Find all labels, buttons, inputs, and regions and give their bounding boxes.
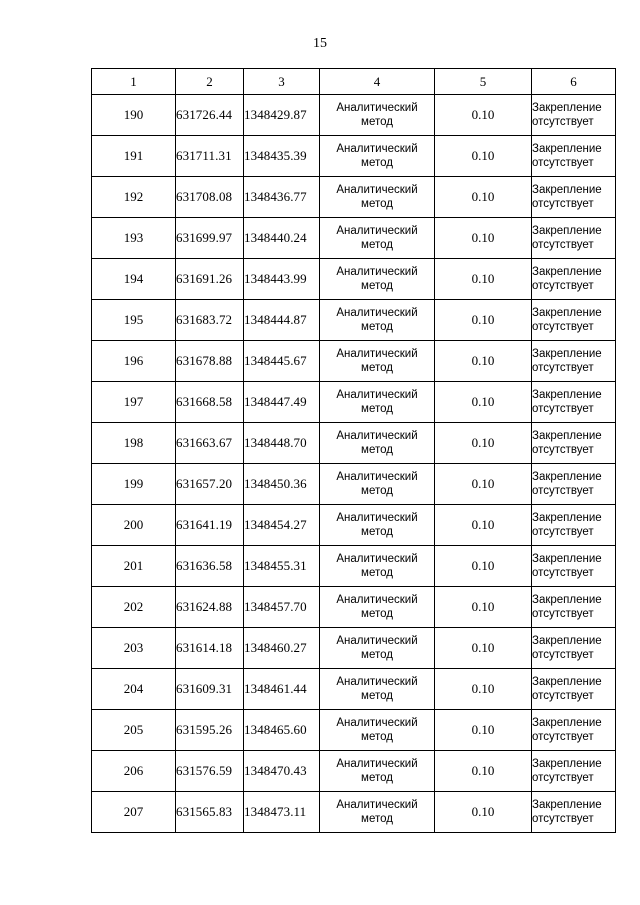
fixing-cell [532,464,616,505]
fixing-line: Закрепление [532,143,602,155]
table-row [92,587,616,628]
table-header-row [92,69,616,95]
fixing-line: отсутствует [532,239,594,251]
fixing-line: отсутствует [532,403,594,415]
fixing-cell [532,341,616,382]
y-coordinate-cell: 1348436.77 [244,177,320,218]
method-line: Аналитический [336,102,418,114]
table-row [92,669,616,710]
fixing-cell [532,177,616,218]
method-line: метод [361,198,393,210]
error-cell: 0.10 [435,669,532,710]
column-header-2: 2 [176,69,244,95]
method-line: метод [361,116,393,128]
fixing-line: отсутствует [532,444,594,456]
column-header-5: 5 [435,69,532,95]
point-number-cell: 195 [92,300,176,341]
point-number-cell: 193 [92,218,176,259]
fixing-line: Закрепление [532,389,602,401]
x-coordinate-cell: 631691.26 [176,259,244,300]
fixing-cell [532,423,616,464]
method-line: метод [361,280,393,292]
table-row [92,505,616,546]
method-line: Аналитический [336,594,418,606]
x-coordinate-cell: 631565.83 [176,792,244,833]
y-coordinate-cell: 1348448.70 [244,423,320,464]
error-cell: 0.10 [435,505,532,546]
y-coordinate-cell: 1348460.27 [244,628,320,669]
error-cell: 0.10 [435,628,532,669]
method-cell [320,587,435,628]
fixing-line: Закрепление [532,512,602,524]
fixing-line: отсутствует [532,116,594,128]
fixing-line: отсутствует [532,772,594,784]
method-line: Аналитический [336,266,418,278]
fixing-line: отсутствует [532,362,594,374]
fixing-line: Закрепление [532,348,602,360]
table-body [92,95,616,833]
method-cell [320,136,435,177]
y-coordinate-cell: 1348450.36 [244,464,320,505]
method-line: метод [361,813,393,825]
method-line: Аналитический [336,389,418,401]
column-header-1: 1 [92,69,176,95]
error-cell: 0.10 [435,95,532,136]
method-line: метод [361,608,393,620]
table-row [92,95,616,136]
method-line: Аналитический [336,717,418,729]
table-row [92,464,616,505]
fixing-cell [532,300,616,341]
table-row [92,710,616,751]
error-cell: 0.10 [435,136,532,177]
method-line: Аналитический [336,635,418,647]
point-number-cell: 206 [92,751,176,792]
fixing-line: отсутствует [532,198,594,210]
error-cell: 0.10 [435,300,532,341]
y-coordinate-cell: 1348435.39 [244,136,320,177]
x-coordinate-cell: 631657.20 [176,464,244,505]
column-header-6: 6 [532,69,616,95]
method-line: метод [361,526,393,538]
error-cell: 0.10 [435,792,532,833]
fixing-line: отсутствует [532,485,594,497]
y-coordinate-cell: 1348454.27 [244,505,320,546]
error-cell: 0.10 [435,751,532,792]
method-cell [320,259,435,300]
x-coordinate-cell: 631668.58 [176,382,244,423]
y-coordinate-cell: 1348447.49 [244,382,320,423]
fixing-line: Закрепление [532,102,602,114]
table-row [92,628,616,669]
point-number-cell: 204 [92,669,176,710]
x-coordinate-cell: 631663.67 [176,423,244,464]
method-cell [320,300,435,341]
fixing-cell [532,382,616,423]
method-line: Аналитический [336,307,418,319]
method-line: метод [361,239,393,251]
method-line: метод [361,321,393,333]
method-cell [320,669,435,710]
method-cell [320,177,435,218]
coordinates-table [91,68,616,833]
method-line: Аналитический [336,143,418,155]
x-coordinate-cell: 631641.19 [176,505,244,546]
fixing-line: отсутствует [532,649,594,661]
method-line: Аналитический [336,471,418,483]
table-row [92,177,616,218]
point-number-cell: 207 [92,792,176,833]
fixing-line: Закрепление [532,471,602,483]
table-row [92,546,616,587]
fixing-line: Закрепление [532,553,602,565]
fixing-line: Закрепление [532,430,602,442]
fixing-line: Закрепление [532,184,602,196]
error-cell: 0.10 [435,259,532,300]
method-cell [320,751,435,792]
method-cell [320,341,435,382]
x-coordinate-cell: 631711.31 [176,136,244,177]
method-line: Аналитический [336,799,418,811]
point-number-cell: 201 [92,546,176,587]
fixing-line: отсутствует [532,731,594,743]
fixing-line: Закрепление [532,635,602,647]
y-coordinate-cell: 1348444.87 [244,300,320,341]
point-number-cell: 200 [92,505,176,546]
fixing-cell [532,710,616,751]
point-number-cell: 192 [92,177,176,218]
x-coordinate-cell: 631636.58 [176,546,244,587]
error-cell: 0.10 [435,587,532,628]
table-row [92,382,616,423]
error-cell: 0.10 [435,218,532,259]
error-cell: 0.10 [435,382,532,423]
fixing-line: Закрепление [532,225,602,237]
method-cell [320,710,435,751]
method-line: метод [361,485,393,497]
table-row [92,218,616,259]
error-cell: 0.10 [435,341,532,382]
fixing-cell [532,95,616,136]
point-number-cell: 198 [92,423,176,464]
fixing-line: отсутствует [532,567,594,579]
x-coordinate-cell: 631614.18 [176,628,244,669]
error-cell: 0.10 [435,177,532,218]
fixing-line: отсутствует [532,813,594,825]
fixing-cell [532,546,616,587]
method-cell [320,792,435,833]
fixing-cell [532,792,616,833]
x-coordinate-cell: 631708.08 [176,177,244,218]
x-coordinate-cell: 631683.72 [176,300,244,341]
method-cell [320,628,435,669]
table-row [92,423,616,464]
x-coordinate-cell: 631624.88 [176,587,244,628]
method-cell [320,382,435,423]
y-coordinate-cell: 1348429.87 [244,95,320,136]
point-number-cell: 196 [92,341,176,382]
y-coordinate-cell: 1348455.31 [244,546,320,587]
table-row [92,792,616,833]
column-header-3: 3 [244,69,320,95]
error-cell: 0.10 [435,546,532,587]
method-line: метод [361,772,393,784]
x-coordinate-cell: 631595.26 [176,710,244,751]
point-number-cell: 191 [92,136,176,177]
fixing-line: отсутствует [532,157,594,169]
x-coordinate-cell: 631609.31 [176,669,244,710]
fixing-line: Закрепление [532,307,602,319]
y-coordinate-cell: 1348473.11 [244,792,320,833]
point-number-cell: 197 [92,382,176,423]
point-number-cell: 202 [92,587,176,628]
error-cell: 0.10 [435,464,532,505]
method-cell [320,95,435,136]
fixing-line: Закрепление [532,676,602,688]
table-row [92,341,616,382]
error-cell: 0.10 [435,710,532,751]
fixing-line: Закрепление [532,799,602,811]
point-number-cell: 190 [92,95,176,136]
method-line: Аналитический [336,225,418,237]
fixing-line: отсутствует [532,526,594,538]
fixing-cell [532,587,616,628]
column-header-4: 4 [320,69,435,95]
method-line: Аналитический [336,348,418,360]
fixing-line: Закрепление [532,594,602,606]
fixing-line: отсутствует [532,690,594,702]
method-line: метод [361,403,393,415]
table-row [92,751,616,792]
error-cell: 0.10 [435,423,532,464]
x-coordinate-cell: 631678.88 [176,341,244,382]
method-line: Аналитический [336,758,418,770]
table-row [92,259,616,300]
fixing-line: отсутствует [532,280,594,292]
fixing-cell [532,218,616,259]
method-line: Аналитический [336,553,418,565]
x-coordinate-cell: 631576.59 [176,751,244,792]
point-number-cell: 199 [92,464,176,505]
point-number-cell: 205 [92,710,176,751]
method-line: метод [361,157,393,169]
table-row [92,300,616,341]
y-coordinate-cell: 1348440.24 [244,218,320,259]
y-coordinate-cell: 1348443.99 [244,259,320,300]
method-line: метод [361,362,393,374]
x-coordinate-cell: 631726.44 [176,95,244,136]
point-number-cell: 194 [92,259,176,300]
method-line: метод [361,649,393,661]
method-cell [320,505,435,546]
method-line: метод [361,731,393,743]
method-cell [320,423,435,464]
y-coordinate-cell: 1348470.43 [244,751,320,792]
fixing-cell [532,669,616,710]
page-number: 15 [313,36,327,51]
fixing-line: Закрепление [532,758,602,770]
fixing-cell [532,136,616,177]
fixing-line: отсутствует [532,608,594,620]
fixing-line: отсутствует [532,321,594,333]
method-line: метод [361,567,393,579]
fixing-cell [532,628,616,669]
y-coordinate-cell: 1348461.44 [244,669,320,710]
fixing-cell [532,505,616,546]
x-coordinate-cell: 631699.97 [176,218,244,259]
fixing-line: Закрепление [532,266,602,278]
point-number-cell: 203 [92,628,176,669]
fixing-line: Закрепление [532,717,602,729]
method-line: Аналитический [336,512,418,524]
y-coordinate-cell: 1348465.60 [244,710,320,751]
method-cell [320,546,435,587]
y-coordinate-cell: 1348445.67 [244,341,320,382]
fixing-cell [532,259,616,300]
method-line: Аналитический [336,430,418,442]
method-line: метод [361,690,393,702]
fixing-cell [532,751,616,792]
method-line: Аналитический [336,676,418,688]
table-row [92,136,616,177]
method-cell [320,218,435,259]
y-coordinate-cell: 1348457.70 [244,587,320,628]
method-line: метод [361,444,393,456]
method-line: Аналитический [336,184,418,196]
method-cell [320,464,435,505]
